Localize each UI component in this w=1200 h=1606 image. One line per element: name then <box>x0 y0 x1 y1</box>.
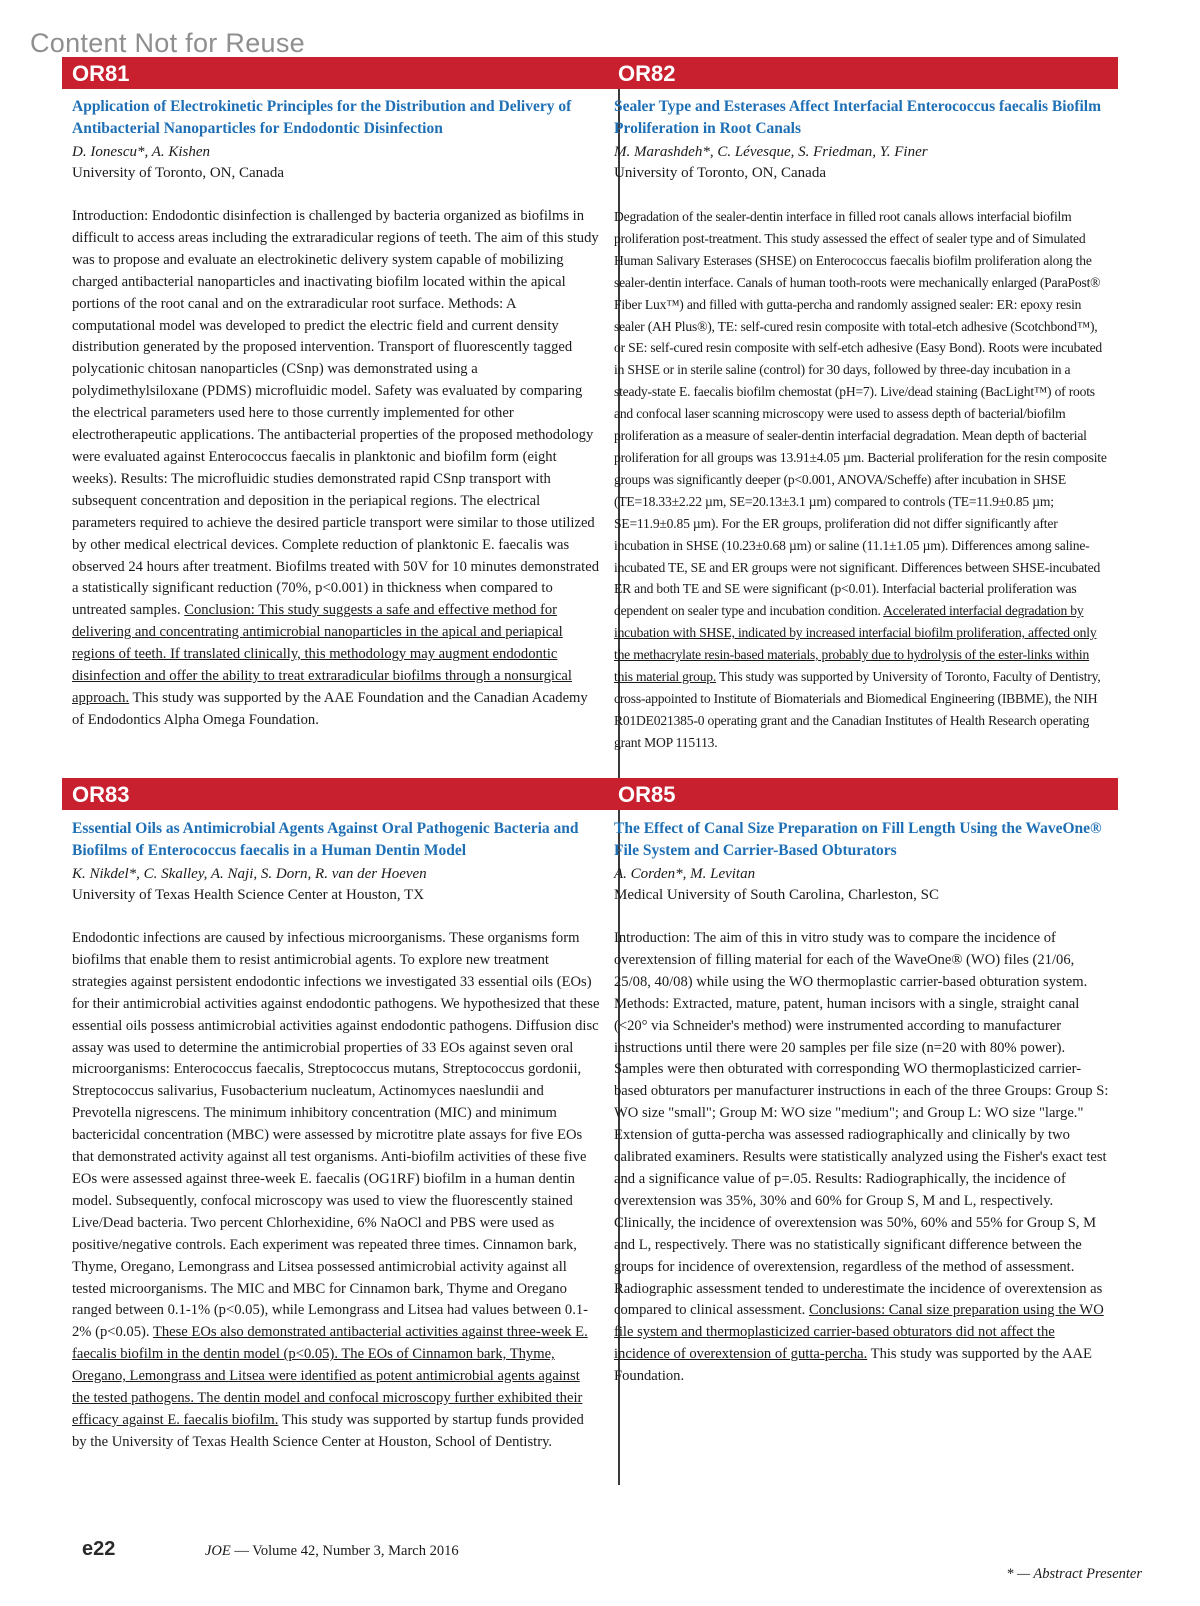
abstract-header-or81: OR81 <box>62 57 618 89</box>
abstract-funding: This study was supported by the AAE Foundation and the Canadian Academy of Endodontics Alpha Omega Foundation. <box>72 689 588 728</box>
abstract-body <box>72 206 600 732</box>
abstract-or85 <box>614 818 1110 1388</box>
abstract-header-or83: OR83 <box>62 778 618 810</box>
abstract-body <box>72 928 600 1454</box>
abstract-authors: D. Ionescu*, A. Kishen <box>72 144 211 160</box>
abstract-body-text: Endodontic infections are caused by infectious microorganisms. These organisms form biofilms that enable them to resist antimicrobial agents. To explore new treatment strategies against persistent endodontic infections we investigated 33 essential oils (EOs) for their antimicrobial activities against endodontic pathogens. We hypothesized that these essential oils possess antimicrobial activities against endodontic pathogens. Diffusion disc assay was used to determine the antimicrobial properties of 33 EOs against seven oral microorganisms: Enterococcus faecalis, Streptococcus mutans, Streptococcus gordonii, Streptococcus salivarius, Fusobacterium nucleatum, Actinomyces naeslundii and Prevotella nigrescens. The minimum inhibitory concentration (MIC) and minimum bactericidal concentration (MBC) were assessed by microtitre plate assays for five EOs that demonstrated activity against all test organisms. Anti-biofilm activities of these five EOs were assessed against three-week E. faecalis (OG1RF) biofilm in a human dentin model. Subsequently, confocal microscopy was used to view the fluorescently stained Live/Dead bacteria. Two percent Chlorhexidine, 6% NaOCl and PBS were used as positive/negative controls. Each experiment was repeated three times. Cinnamon bark, Thyme, Oregano, Lemongrass and Litsea possessed antimicrobial activity against all tested microorganisms. The MIC and MBC for Cinnamon bark, Thyme and Oregano ranged between 0.1-1% (p<0.05), while Lemongrass and Litsea had values between 0.1-2% (p<0.05). <box>72 930 600 1341</box>
abstract-body-text: Degradation of the sealer-dentin interface in filled root canals allows interfacial biofilm proliferation post-treatment. This study assessed the effect of sealer type and of Simulated Human Salivary Esterases (SHSE) on Enterococcus faecalis biofilm proliferation along the sealer-dentin interface. Canals of human tooth-roots were mechanically enlarged (ParaPost® Fiber Lux™) and filled with gutta-percha and randomly assigned sealer: ER: epoxy resin sealer (AH Plus®), TE: self-cured resin composite with total-etch adhesive (Scotchbond™), or SE: self-cured resin composite with self-etch adhesive (Easy Bond). Roots were incubated in SHSE or in sterile saline (control) for 30 days, followed by three-day incubation in a steady-state E. faecalis biofilm chemostat (pH=7). Live/dead staining (BacLight™) of roots and confocal laser scanning microscopy were used to assess depth of bacterial/biofilm proliferation as a measure of sealer-dentin interfacial degradation. Mean depth of bacterial proliferation for all groups was 13.91±4.05 µm. Bacterial proliferation for the resin composite groups was significantly deeper (p<0.001, ANOVA/Scheffe) after incubation in SHSE (TE=18.33±2.22 µm, SE=20.13±3.1 µm) compared to controls (TE=11.9±0.85 µm; SE=11.9±0.85 µm). For the ER groups, proliferation did not differ significantly after incubation in SHSE (10.23±0.68 µm) or saline (11.1±1.05 µm). Differences among saline-incubated TE, SE and ER groups were not significant. Differences between SHSE-incubated ER and both TE and SE were significant (p<0.01). Interfacial bacterial proliferation was dependent on sealer type and incubation condition. <box>614 209 1107 619</box>
abstract-funding: This study was supported by the AAE Foundation. <box>614 1346 1092 1385</box>
abstract-or83 <box>72 818 600 1454</box>
page-number: e22 <box>82 1538 116 1560</box>
abstract-title: The Effect of Canal Size Preparation on Fill Length Using the WaveOne® File System and Carrier-Based Obturators <box>614 820 1102 859</box>
abstract-title: Essential Oils as Antimicrobial Agents Against Oral Pathogenic Bacteria and Biofilms of Enterococcus faecalis in a Human Dentin Model <box>72 820 579 859</box>
abstract-body <box>614 928 1110 1388</box>
abstract-conclusion: Conclusions: Canal size preparation using the WO file system and thermoplasticized carrier-based obturators did not affect the incidence of overextension of gutta-percha. <box>614 1302 1104 1363</box>
abstract-title: Application of Electrokinetic Principles for the Distribution and Delivery of Antibacterial Nanoparticles for Endodontic Disinfection <box>72 98 572 137</box>
abstract-header-or85: OR85 <box>608 778 1118 810</box>
abstract-conclusion: These EOs also demonstrated antibacterial activities against three-week E. faecalis biofilm in the dentin model (p<0.05). The EOs of Cinnamon bark, Thyme, Oregano, Lemongrass and Litsea were identified as potent antimicrobial agents against the tested pathogens. The dentin model and confocal microscopy further exhibited their efficacy against E. faecalis biofilm. <box>72 1324 588 1428</box>
abstract-body-text: Introduction: Endodontic disinfection is challenged by bacteria organized as biofilms in difficult to access areas including the extraradicular regions of teeth. The aim of this study was to propose and evaluate an electrokinetic delivery system capable of mobilizing charged antibacterial nanoparticles and inactivating biofilm located within the apical portions of the root canal and on the extraradicular root surface. Methods: A computational model was developed to predict the electric field and current density distribution generated by the proposed intervention. Transport of fluorescently tagged polycationic chitosan nanoparticles (CSnp) was demonstrated using a polydimethylsiloxane (PDMS) microfluidic model. Safety was evaluated by comparing the electrical parameters used here to those currently implemented for other electrotherapeutic applications. The antibacterial properties of the proposed methodology were evaluated against Enterococcus faecalis in planktonic and biofilm form (eight weeks). Results: The microfluidic studies demonstrated rapid CSnp transport with subsequent concentration and deposition in the periapical regions. The electrical parameters required to achieve the desired particle transport were similar to those utilized by other medical electrical devices. Complete reduction of planktonic E. faecalis was observed 24 hours after treatment. Biofilms treated with 50V for 10 minutes demonstrated a statistically significant reduction (70%, p<0.001) in thickness when compared to untreated samples. <box>72 208 600 619</box>
abstract-affiliation: University of Toronto, ON, Canada <box>614 165 826 181</box>
abstract-body <box>614 206 1110 754</box>
abstract-affiliation: Medical University of South Carolina, Charleston, SC <box>614 887 939 903</box>
presenter-note: * — Abstract Presenter <box>1006 1566 1142 1582</box>
abstract-authors: K. Nikdel*, C. Skalley, A. Naji, S. Dorn, R. van der Hoeven <box>72 866 427 882</box>
abstract-funding: This study was supported by University of Toronto, Faculty of Dentistry, cross-appointed to Institute of Biomaterials and Biomedical Engineering (IBBME), the NIH R01DE021385-0 operating grant and the Canadian Institutes of Health Research operating grant MOP 115113. <box>614 669 1101 750</box>
abstract-header-or82: OR82 <box>608 57 1118 89</box>
journal-name: JOE <box>205 1543 231 1559</box>
abstract-funding: This study was supported by startup funds provided by the University of Texas Health Science Center at Houston, School of Dentistry. <box>72 1411 584 1450</box>
abstract-conclusion: Conclusion: This study suggests a safe and effective method for delivering and concentrating antimicrobial nanoparticles in the apical and periapical regions of teeth. If translated clinically, this methodology may augment endodontic disinfection and offer the ability to treat extraradicular biofilms through a nonsurgical approach. <box>72 602 572 706</box>
abstract-or81 <box>72 96 600 732</box>
abstract-affiliation: University of Texas Health Science Center at Houston, TX <box>72 887 425 903</box>
abstract-title: Sealer Type and Esterases Affect Interfacial Enterococcus faecalis Biofilm Proliferation in Root Canals <box>614 98 1102 137</box>
abstract-or82 <box>614 96 1110 754</box>
journal-citation <box>205 1543 459 1560</box>
journal-volume: — Volume 42, Number 3, March 2016 <box>234 1543 459 1559</box>
watermark: Content Not for Reuse <box>30 28 305 58</box>
abstract-authors: M. Marashdeh*, C. Lévesque, S. Friedman, Y. Finer <box>614 144 928 160</box>
abstract-authors: A. Corden*, M. Levitan <box>614 866 756 882</box>
abstract-body-text: Introduction: The aim of this in vitro study was to compare the incidence of overextension of filling material for each of the WaveOne® (WO) files (21/06, 25/08, 40/08) while using the WO thermoplastic carrier-based obturation system. Methods: Extracted, mature, patent, human incisors with a single, straight canal (<20° via Schneider's method) were instrumented according to manufacturer instructions until there were 20 samples per file size (n=20 with 80% power). Samples were then obturated with corresponding WO thermoplasticized carrier-based obturators per manufacturer instructions in each of the three Groups: Group S: WO size "small"; Group M: WO size "medium"; and Group L: WO size "large." Extension of gutta-percha was assessed radiographically and clinically by two calibrated examiners. Results were statistically analyzed using the Fisher's exact test and a significance value of p=.05. Results: Radiographically, the incidence of overextension was 35%, 30% and 60% for Group S, M and L, respectively. Clinically, the incidence of overextension was 50%, 60% and 55% for Group S, M and L, respectively. There was no statistically significant difference between the groups for incidence of overextension, regardless of the method of assessment. Radiographic assessment tended to underestimate the incidence of overextension as compared to clinical assessment. <box>614 930 1109 1319</box>
abstract-affiliation: University of Toronto, ON, Canada <box>72 165 284 181</box>
abstract-conclusion: Accelerated interfacial degradation by incubation with SHSE, indicated by increased interfacial biofilm proliferation, affected only the methacrylate resin-based materials, probably due to hydrolysis of the ester-links within this material group. <box>614 603 1097 685</box>
